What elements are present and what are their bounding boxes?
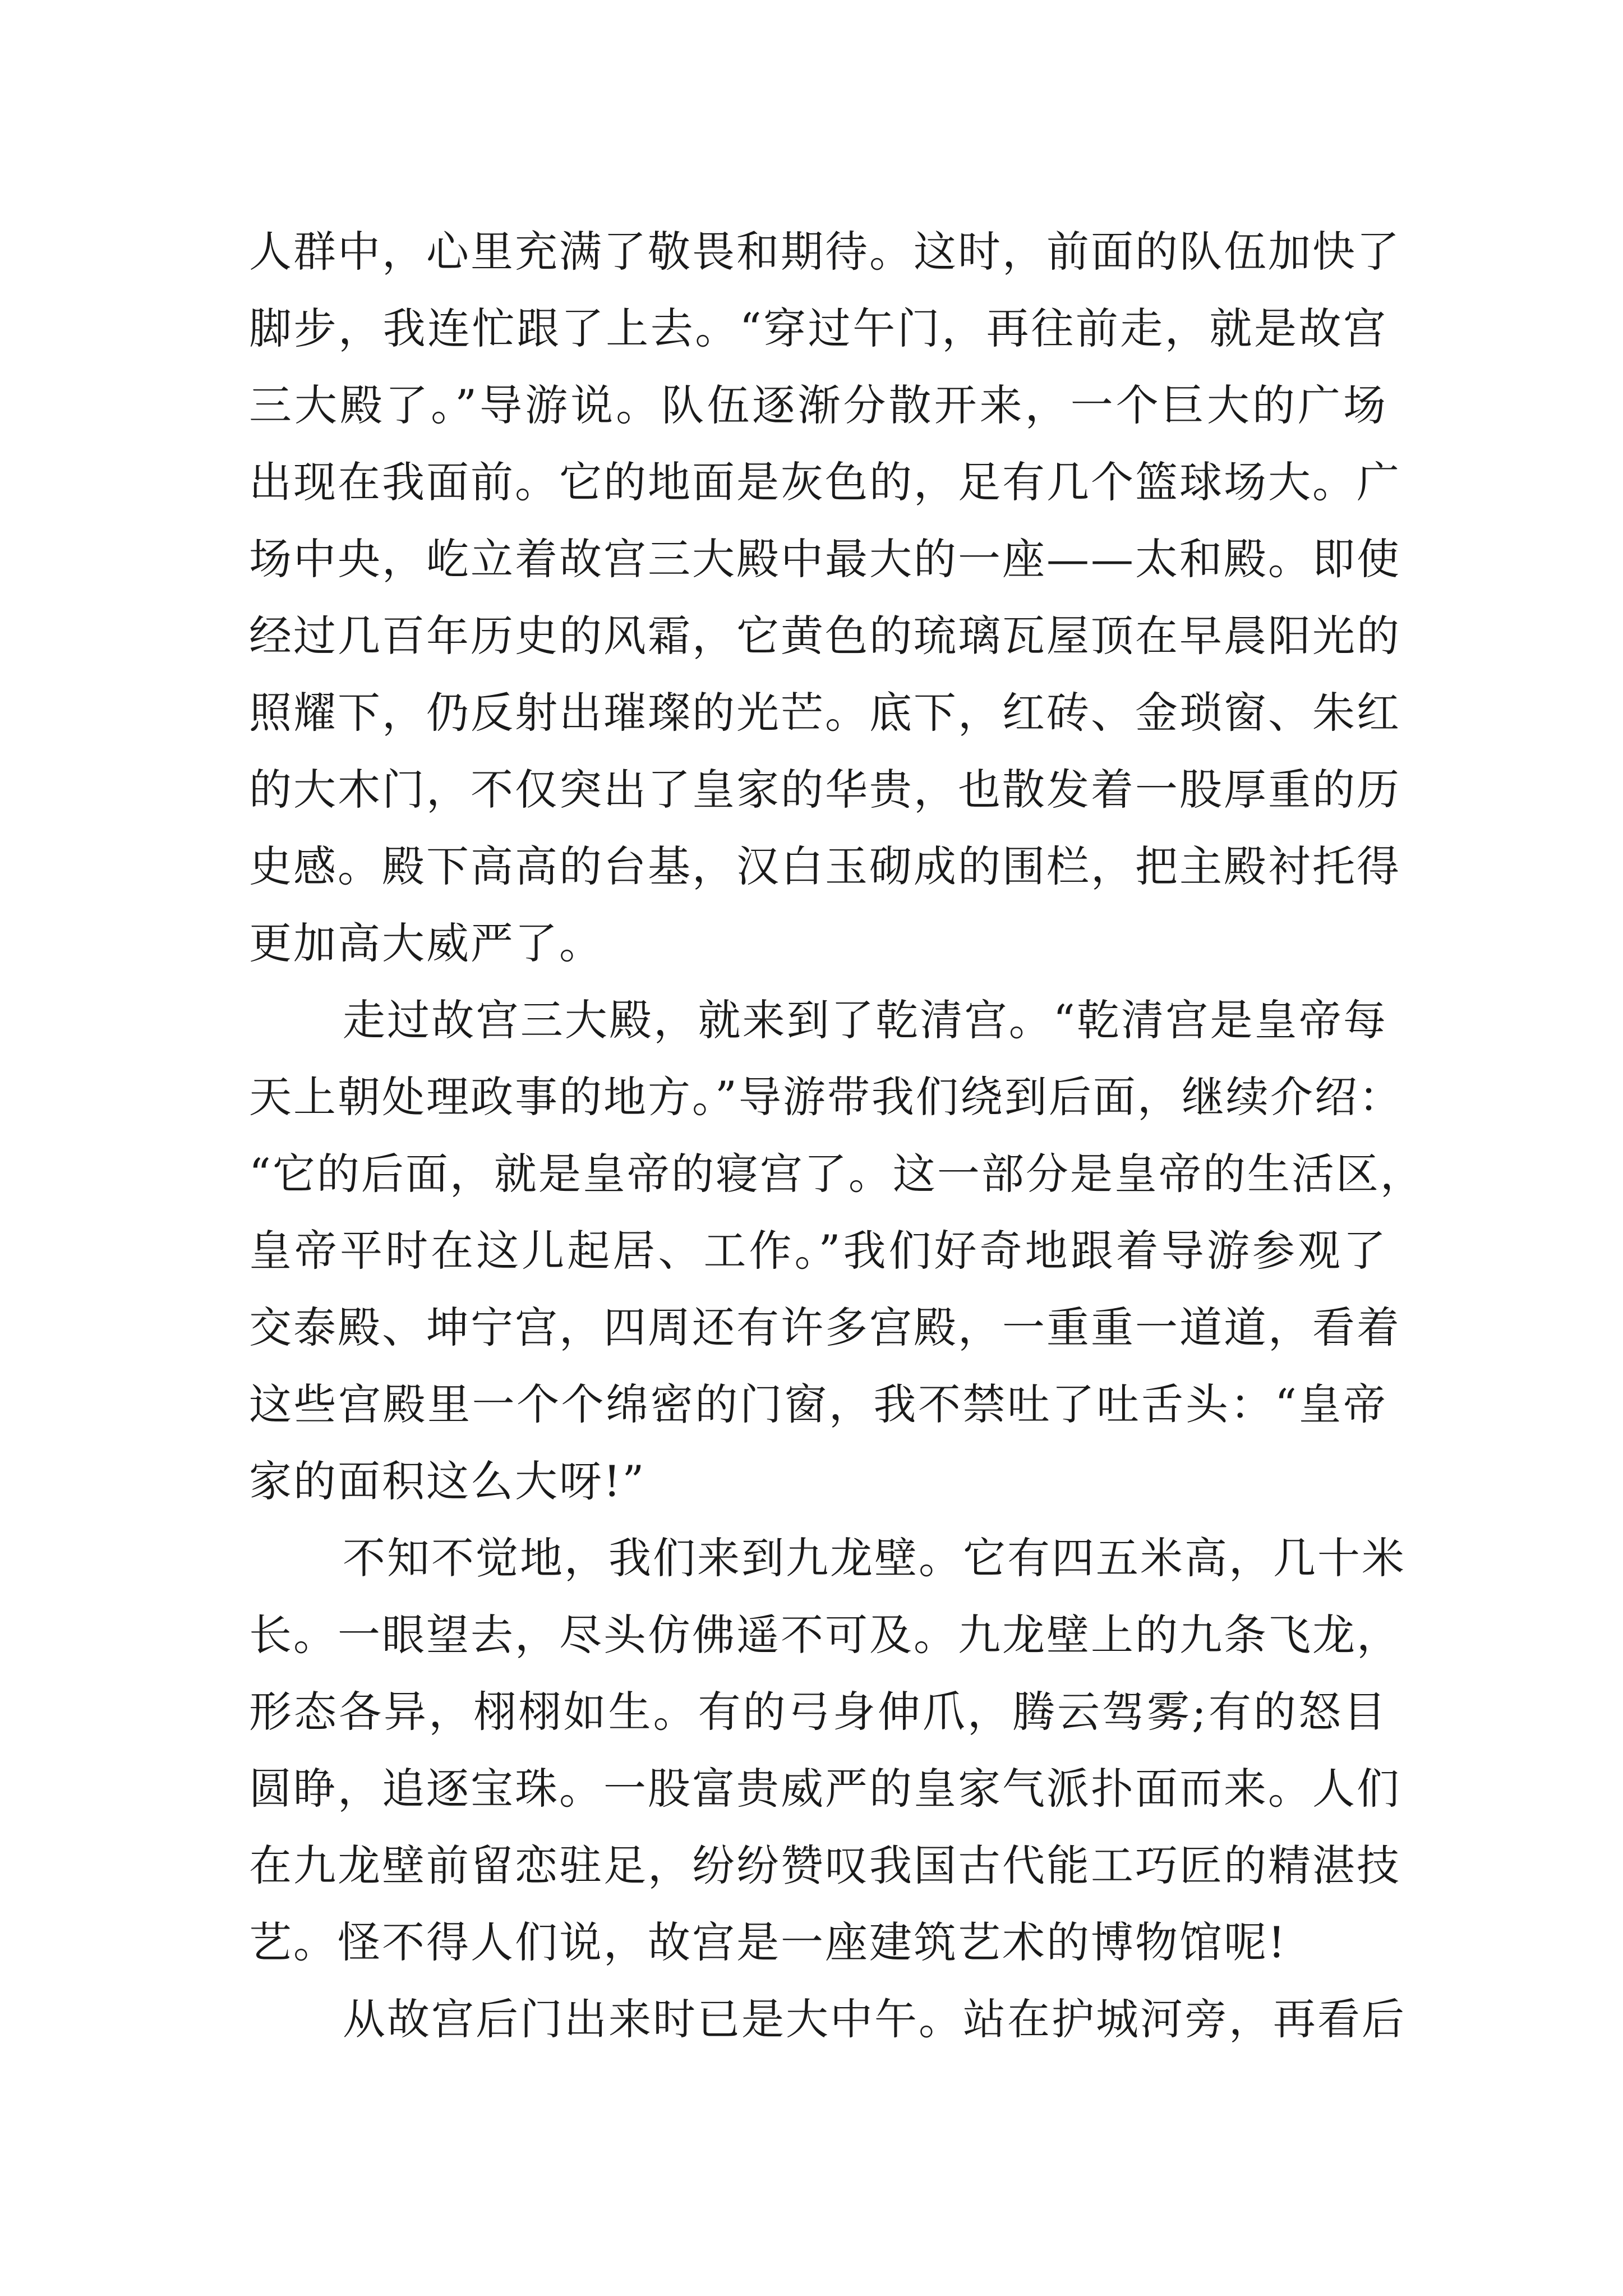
text-line: 皇帝平时在这儿起居、工作。”我们好奇地跟着导游参观了 xyxy=(249,1226,1387,1276)
text-line: 在九龙壁前留恋驻足，纷纷赞叹我国古代能工巧匠的精湛技 xyxy=(249,1841,1401,1890)
text-line: 走过故宫三大殿，就来到了乾清宫。“乾清宫是皇帝每 xyxy=(343,995,1387,1045)
text-line: 圆睁，追逐宝珠。一股富贵威严的皇家气派扑面而来。人们 xyxy=(249,1764,1401,1814)
text-line: 人群中，心里充满了敬畏和期待。这时，前面的队伍加快了 xyxy=(249,227,1401,277)
text-line: 三大殿了。”导游说。队伍逐渐分散开来，一个巨大的广场 xyxy=(249,380,1387,430)
paragraph-2 xyxy=(249,982,1424,1520)
text-line: 这些宫殿里一个个绵密的门窗，我不禁吐了吐舌头：“皇帝 xyxy=(249,1379,1387,1429)
text-line: 艺。怪不得人们说，故宫是一座建筑艺术的博物馆呢! xyxy=(249,1917,1287,1967)
text-line: 从故宫后门出来时已是大中午。站在护城河旁，再看后 xyxy=(343,1994,1406,2044)
text-line: 史感。殿下高高的台基，汉白玉砌成的围栏，把主殿衬托得 xyxy=(249,841,1401,891)
text-line: 场中央，屹立着故宫三大殿中最大的一座——太和殿。即使 xyxy=(249,534,1401,584)
text-line: 长。一眼望去，尽头仿佛遥不可及。九龙壁上的九条飞龙， xyxy=(249,1610,1401,1660)
text-line: 家的面积这么大呀!” xyxy=(249,1456,646,1506)
text-line: 更加高大威严了。 xyxy=(249,918,603,968)
text-line: 经过几百年历史的风霜，它黄色的琉璃瓦屋顶在早晨阳光的 xyxy=(249,611,1401,661)
paragraph-4 xyxy=(249,1981,1406,2058)
text-line: 照耀下，仍反射出璀璨的光芒。底下，红砖、金琐窗、朱红 xyxy=(249,688,1401,738)
paragraph-3 xyxy=(249,1520,1406,1981)
text-line: 的大木门，不仅突出了皇家的华贵，也散发着一股厚重的历 xyxy=(249,765,1401,815)
paragraph-1 xyxy=(249,213,1401,982)
text-line: “它的后面，就是皇帝的寝宫了。这一部分是皇帝的生活区， xyxy=(249,1149,1424,1199)
body-text xyxy=(249,213,1424,2058)
text-line: 天上朝处理政事的地方。”导游带我们绕到后面，继续介绍： xyxy=(249,1072,1403,1122)
text-line: 不知不觉地，我们来到九龙壁。它有四五米高，几十米 xyxy=(343,1533,1406,1583)
text-line: 脚步，我连忙跟了上去。“穿过午门，再往前走，就是故宫 xyxy=(249,303,1387,353)
text-line: 形态各异，栩栩如生。有的弓身伸爪，腾云驾雾;有的怒目 xyxy=(249,1687,1387,1737)
text-line: 出现在我面前。它的地面是灰色的，足有几个篮球场大。广 xyxy=(249,457,1401,507)
text-line: 交泰殿、坤宁宫，四周还有许多宫殿，一重重一道道，看着 xyxy=(249,1303,1401,1352)
